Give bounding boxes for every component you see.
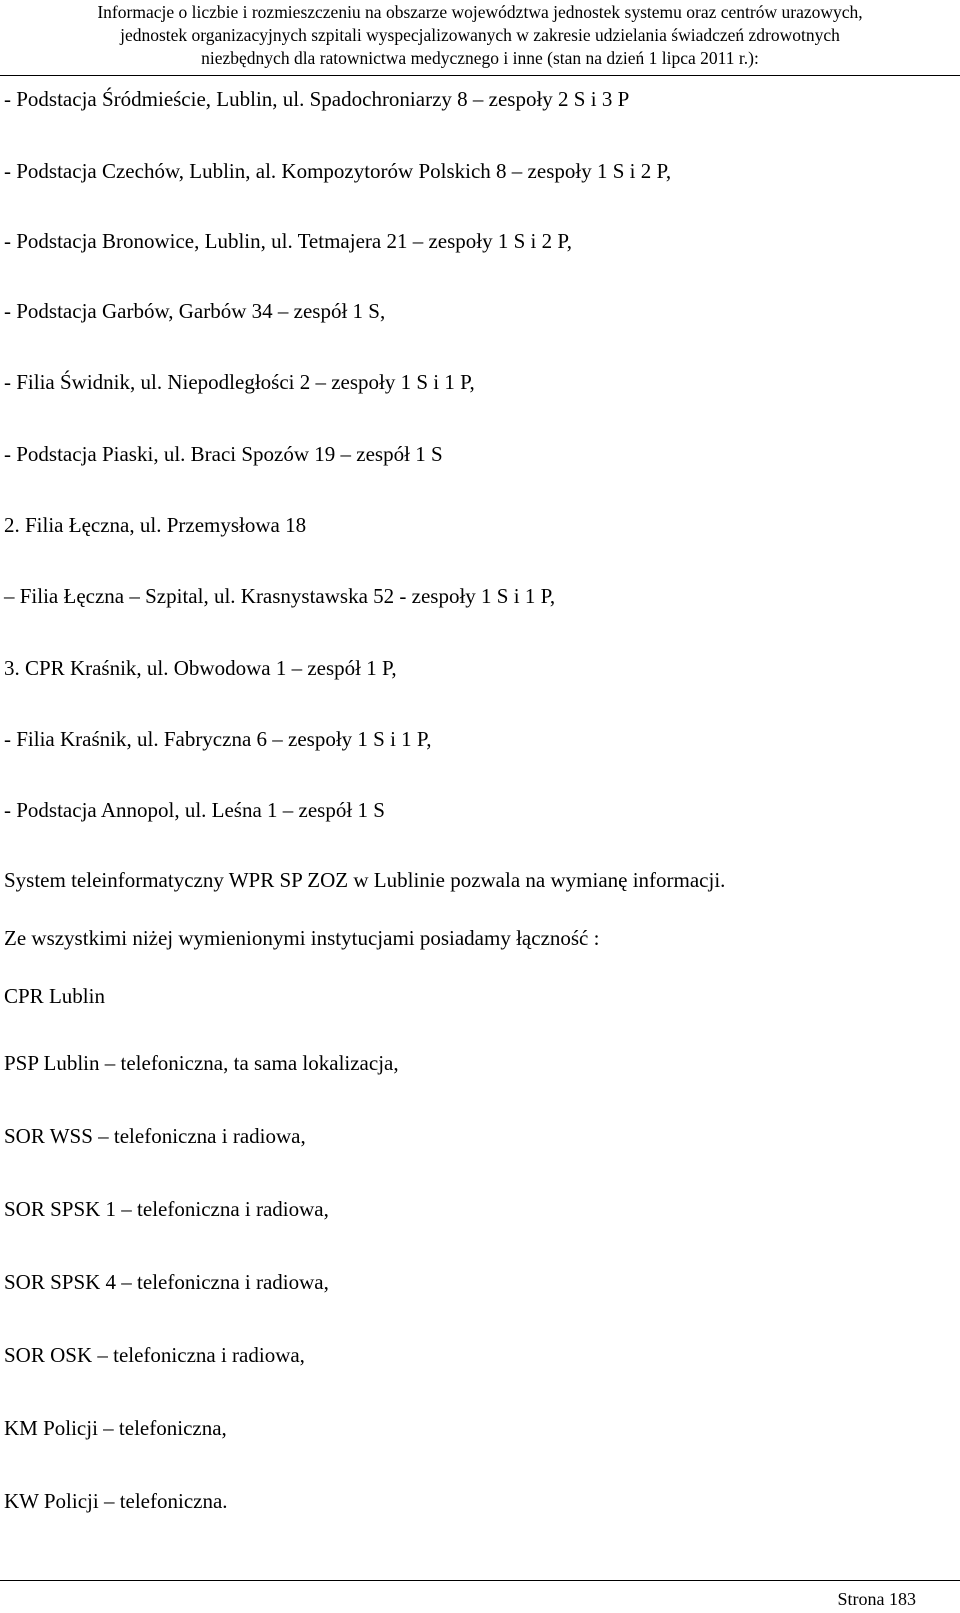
text-line: - Podstacja Śródmieście, Lublin, ul. Spadochroniarzy 8 – zespoły 2 S i 3 P bbox=[4, 87, 630, 111]
text-line: SOR WSS – telefoniczna i radiowa, bbox=[4, 1124, 306, 1148]
header-line: jednostek organizacyjnych szpitali wyspecjalizowanych w zakresie udzielania świadczeń zdrowotnych bbox=[120, 25, 840, 45]
header-divider bbox=[0, 75, 960, 76]
text-line: - Podstacja Annopol, ul. Leśna 1 – zespół 1 S bbox=[4, 798, 385, 822]
text-line: - Podstacja Bronowice, Lublin, ul. Tetmajera 21 – zespoły 1 S i 2 P, bbox=[4, 229, 572, 253]
footer-divider bbox=[0, 1580, 960, 1581]
header-line: Informacje o liczbie i rozmieszczeniu na obszarze województwa jednostek systemu oraz centrów urazowych, bbox=[97, 2, 863, 22]
text-line: PSP Lublin – telefoniczna, ta sama lokalizacja, bbox=[4, 1051, 399, 1075]
page-footer bbox=[0, 1580, 960, 1613]
text-line: CPR Lublin bbox=[4, 984, 105, 1008]
text-line: KW Policji – telefoniczna. bbox=[4, 1489, 228, 1513]
text-line: SOR SPSK 1 – telefoniczna i radiowa, bbox=[4, 1197, 329, 1221]
text-line: KM Policji – telefoniczna, bbox=[4, 1416, 227, 1440]
page-header bbox=[0, 0, 960, 79]
header-line: niezbędnych dla ratownictwa medycznego i inne (stan na dzień 1 lipca 2011 r.): bbox=[201, 48, 759, 68]
text-line: SOR SPSK 4 – telefoniczna i radiowa, bbox=[4, 1270, 329, 1294]
text-line: - Filia Kraśnik, ul. Fabryczna 6 – zespoły 1 S i 1 P, bbox=[4, 727, 432, 751]
text-line: Ze wszystkimi niżej wymienionymi instytucjami posiadamy łączność : bbox=[4, 926, 600, 950]
page-number: Strona 183 bbox=[837, 1589, 916, 1609]
text-line: - Podstacja Piaski, ul. Braci Spozów 19 – zespół 1 S bbox=[4, 442, 443, 466]
text-line: – Filia Łęczna – Szpital, ul. Krasnystawska 52 - zespoły 1 S i 1 P, bbox=[4, 584, 556, 608]
text-line: 2. Filia Łęczna, ul. Przemysłowa 18 bbox=[4, 513, 307, 537]
text-line: 3. CPR Kraśnik, ul. Obwodowa 1 – zespół 1 P, bbox=[4, 656, 397, 680]
text-line: - Podstacja Garbów, Garbów 34 – zespół 1 S, bbox=[4, 299, 386, 323]
text-line: SOR OSK – telefoniczna i radiowa, bbox=[4, 1343, 305, 1367]
text-line: - Podstacja Czechów, Lublin, al. Kompozytorów Polskich 8 – zespoły 1 S i 2 P, bbox=[4, 159, 672, 183]
text-line: - Filia Świdnik, ul. Niepodległości 2 – zespoły 1 S i 1 P, bbox=[4, 370, 475, 394]
text-line: System teleinformatyczny WPR SP ZOZ w Lublinie pozwala na wymianę informacji. bbox=[4, 868, 726, 892]
